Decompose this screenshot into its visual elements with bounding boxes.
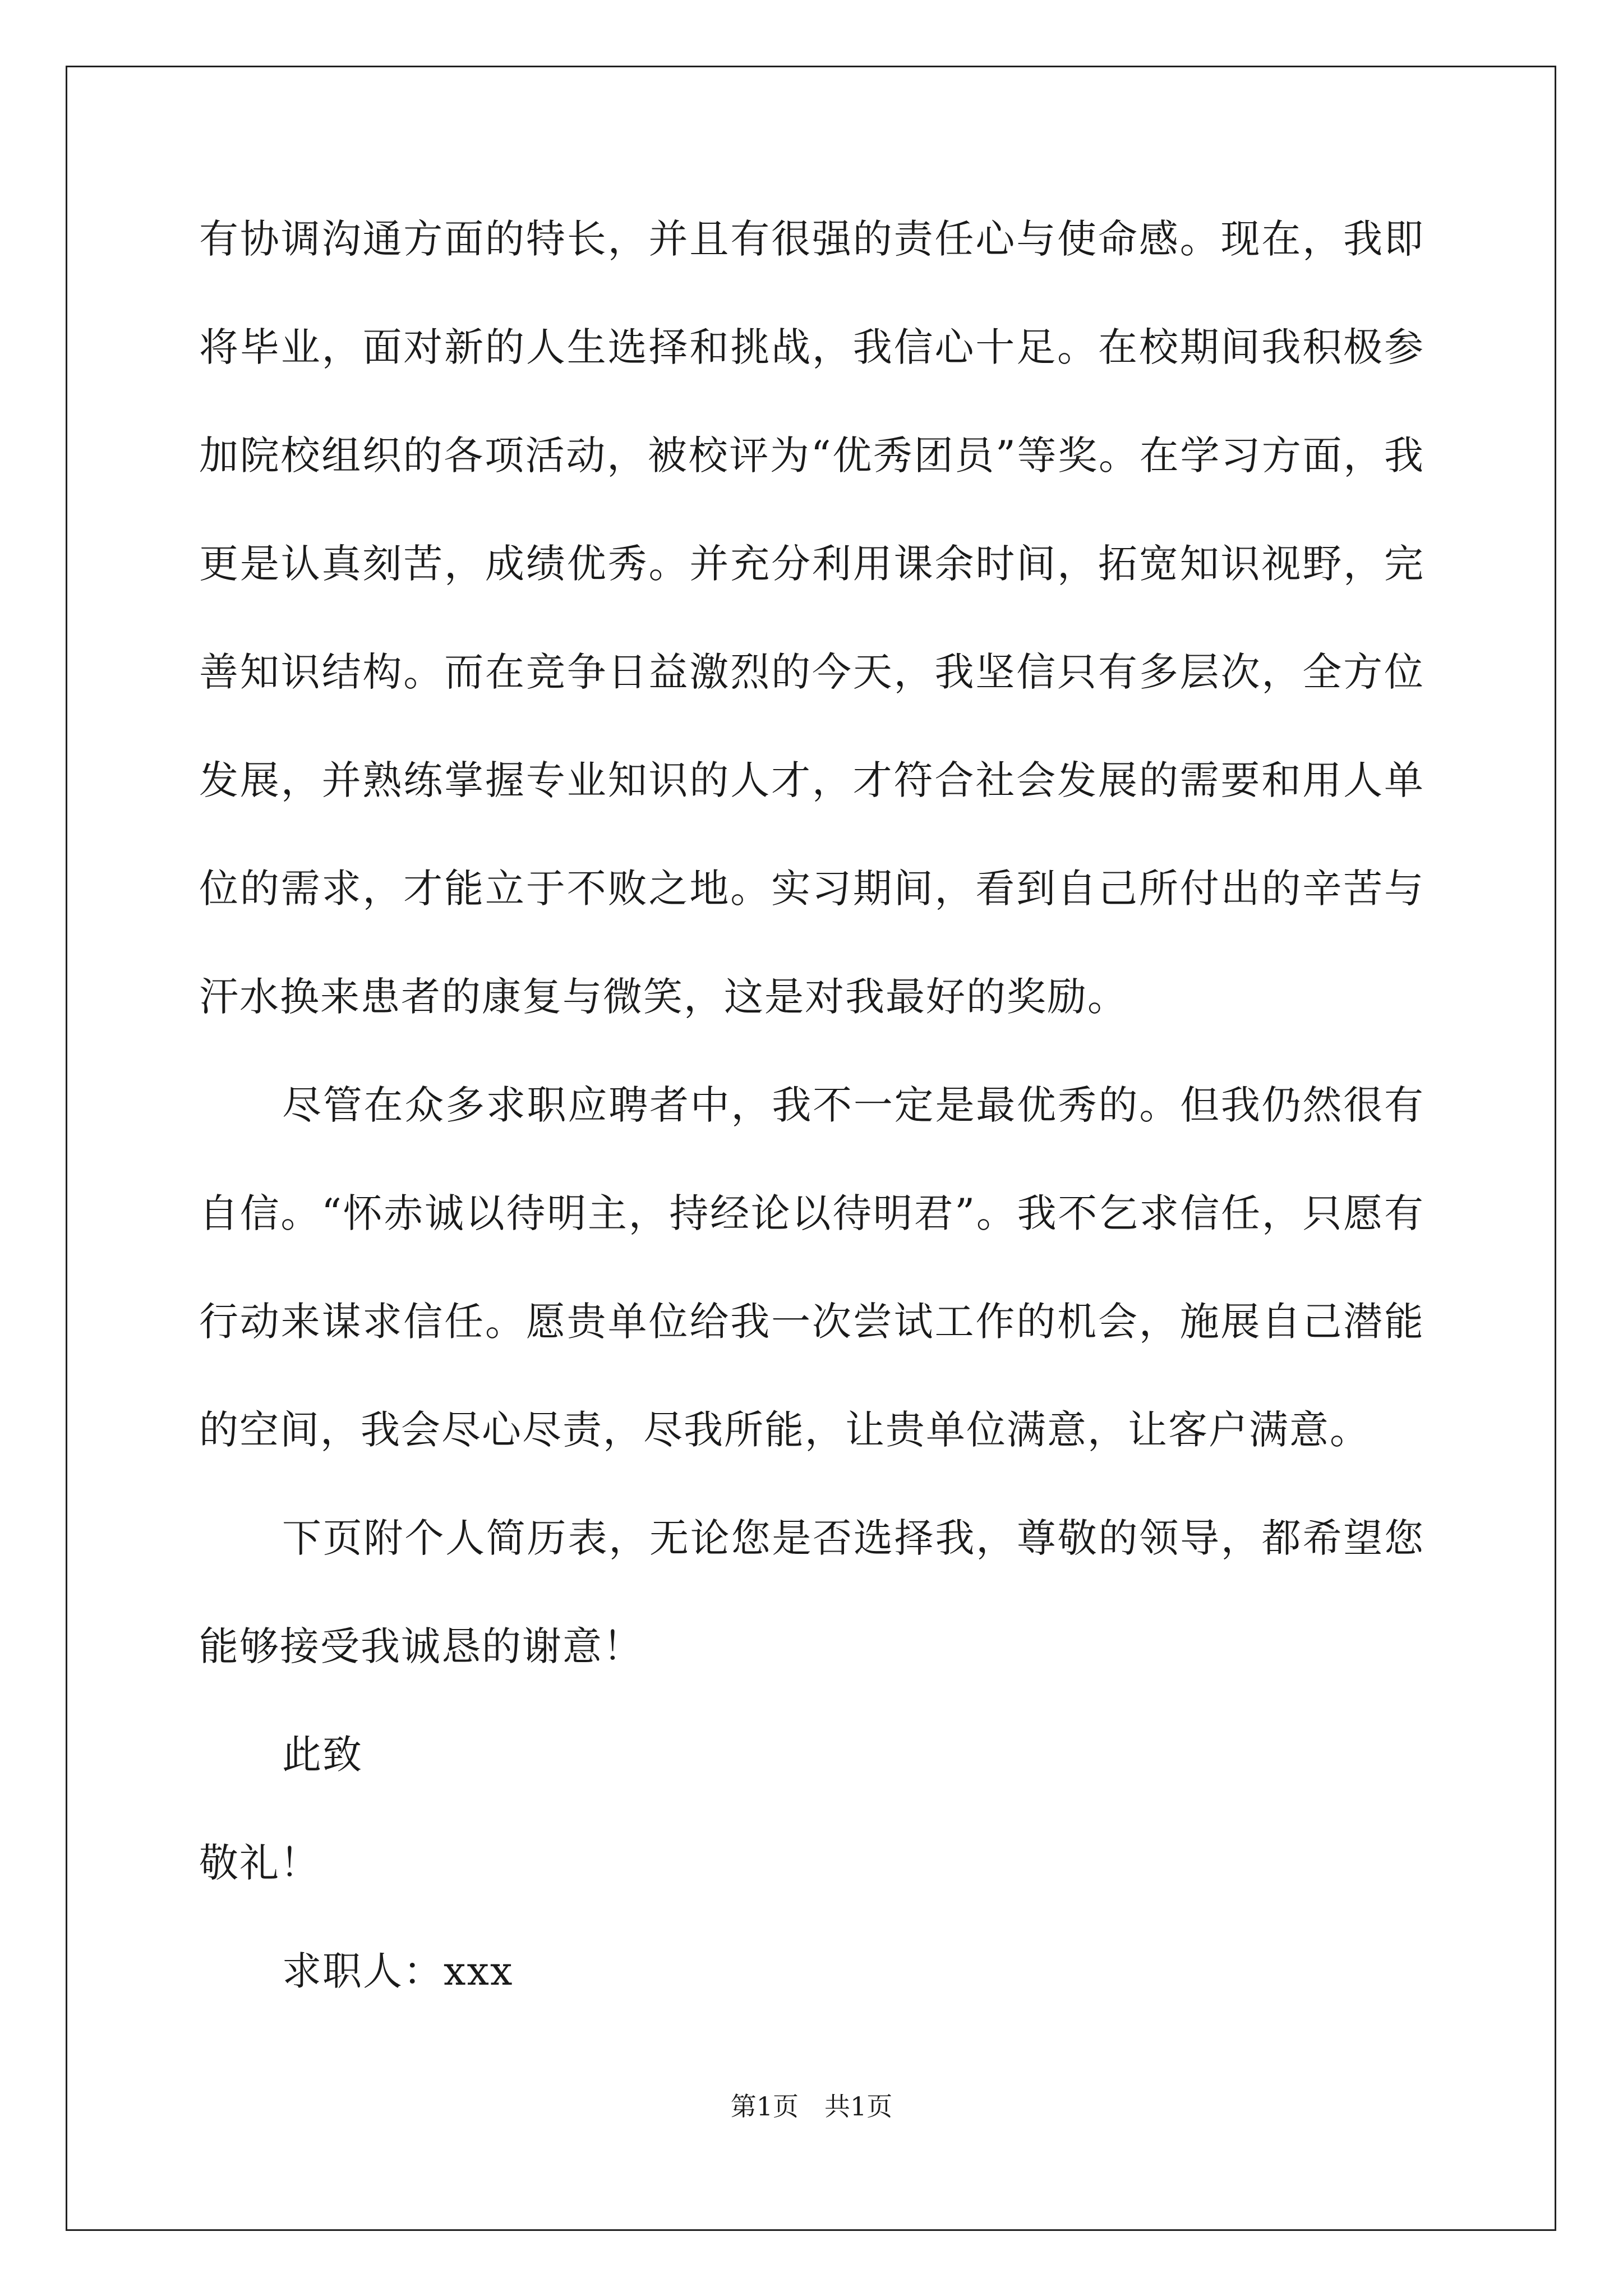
page-number-footer: 第1页 共1页 <box>730 2091 893 2122</box>
signature: 求职人：xxx <box>282 1948 514 1994</box>
paragraph-continued: 有协调沟通方面的特长，并且有很强的责任心与使命感。现在，我即将毕业，面对新的人生选择和挑战，我信心十足。在校期间我积极参加院校组织的各项活动，被校评为“优秀团员”等奖。在学习方面，我更是认真刻苦，成绩优秀。并充分利用课余时间，拓宽知识视野，完善知识结构。而在竞争日益激烈的今天，我坚信只有多层次，全方位发展，并熟练掌握专业知识的人才，才符合社会发展的需要和用人单位的需求，才能立于不败之地。实习期间，看到自己所付出的辛苦与汗水换来患者的康复与微笑，这是对我最好的奖励。 <box>199 216 1424 1020</box>
letter-body <box>199 185 1424 2026</box>
paragraph-resume-note: 下页附个人简历表，无论您是否选择我，尊敬的领导，都希望您能够接受我诚恳的谢意！ <box>199 1515 1424 1669</box>
closing-phrase: 此致 <box>282 1732 363 1778</box>
paragraph-confidence: 尽管在众多求职应聘者中，我不一定是最优秀的。但我仍然很有自信。“怀赤诚以待明主，持经论以待明君”。我不乞求信任，只愿有行动来谋求信任。愿贵单位给我一次尝试工作的机会，施展自己潜能的空间，我会尽心尽责，尽我所能，让贵单位满意，让客户满意。 <box>199 1082 1424 1453</box>
salutation: 敬礼！ <box>199 1840 320 1886</box>
